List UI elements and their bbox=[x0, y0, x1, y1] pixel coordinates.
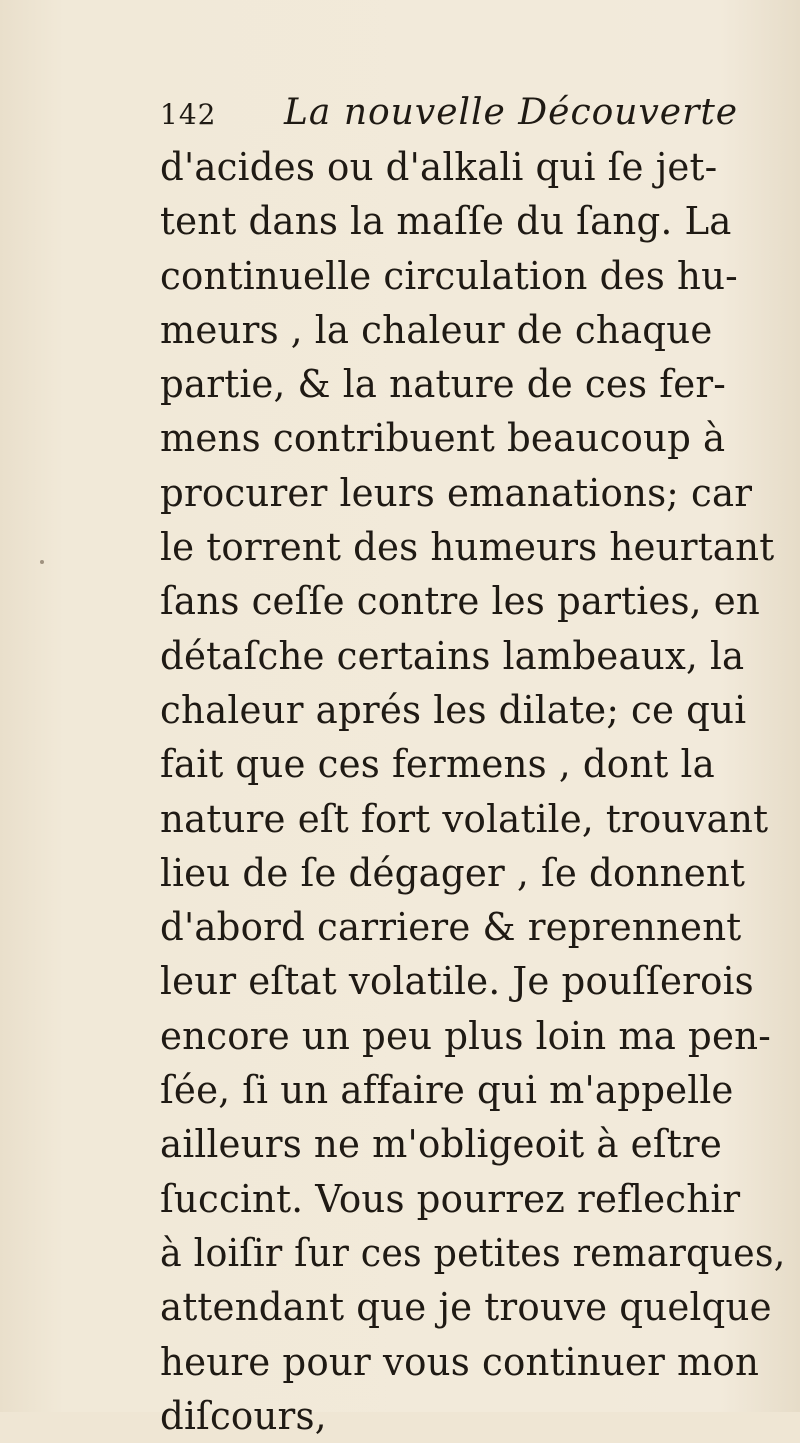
text-line: leur eſtat volatile. Je pouſſerois bbox=[160, 959, 754, 1004]
text-line: encore un peu plus loin ma pen- bbox=[160, 1013, 771, 1058]
text-line: tent dans la maſſe du ſang. La bbox=[160, 199, 732, 244]
text-line: diſcours, bbox=[160, 1393, 327, 1438]
text-line: le torrent des humeurs heurtant bbox=[160, 525, 775, 570]
text-line: chaleur aprés les dilate; ce qui bbox=[160, 687, 747, 732]
text-line: heure pour vous continuer mon bbox=[160, 1339, 760, 1384]
text-line: mens contribuent beaucoup à bbox=[160, 416, 726, 461]
text-line: fait que ces fermens , dont la bbox=[160, 742, 715, 787]
text-line: ſée, ſi un affaire qui m'appelle bbox=[160, 1068, 734, 1113]
running-head: La nouvelle Découverte bbox=[284, 92, 739, 133]
text-line: attendant que je trouve quelque bbox=[160, 1285, 772, 1330]
body-text bbox=[160, 140, 800, 1443]
text-line: à loiſir ſur ces petites remarques, bbox=[160, 1230, 786, 1275]
text-line: lieu de ſe dégager , ſe donnent bbox=[160, 850, 746, 895]
page-number: 142 bbox=[160, 98, 217, 131]
text-line: partie, & la nature de ces fer- bbox=[160, 362, 727, 407]
text-line: nature eſt fort volatile, trouvant bbox=[160, 796, 769, 841]
text-line: procurer leurs emanations; car bbox=[160, 470, 753, 515]
text-line: meurs , la chaleur de chaque bbox=[160, 307, 713, 352]
text-line: continuelle circulation des hu- bbox=[160, 253, 738, 298]
text-line: ailleurs ne m'obligeoit à eſtre bbox=[160, 1122, 722, 1167]
text-line: ſuccint. Vous pourrez reflechir bbox=[160, 1176, 741, 1221]
page-header bbox=[160, 92, 760, 140]
text-line: détaſche certains lambeaux, la bbox=[160, 633, 745, 678]
text-line: ſans ceſſe contre les parties, en bbox=[160, 579, 760, 624]
paper-ink-spot bbox=[40, 560, 44, 564]
text-line: d'acides ou d'alkali qui ſe jet- bbox=[160, 145, 718, 189]
text-line: d'abord carriere & reprennent bbox=[160, 905, 742, 950]
